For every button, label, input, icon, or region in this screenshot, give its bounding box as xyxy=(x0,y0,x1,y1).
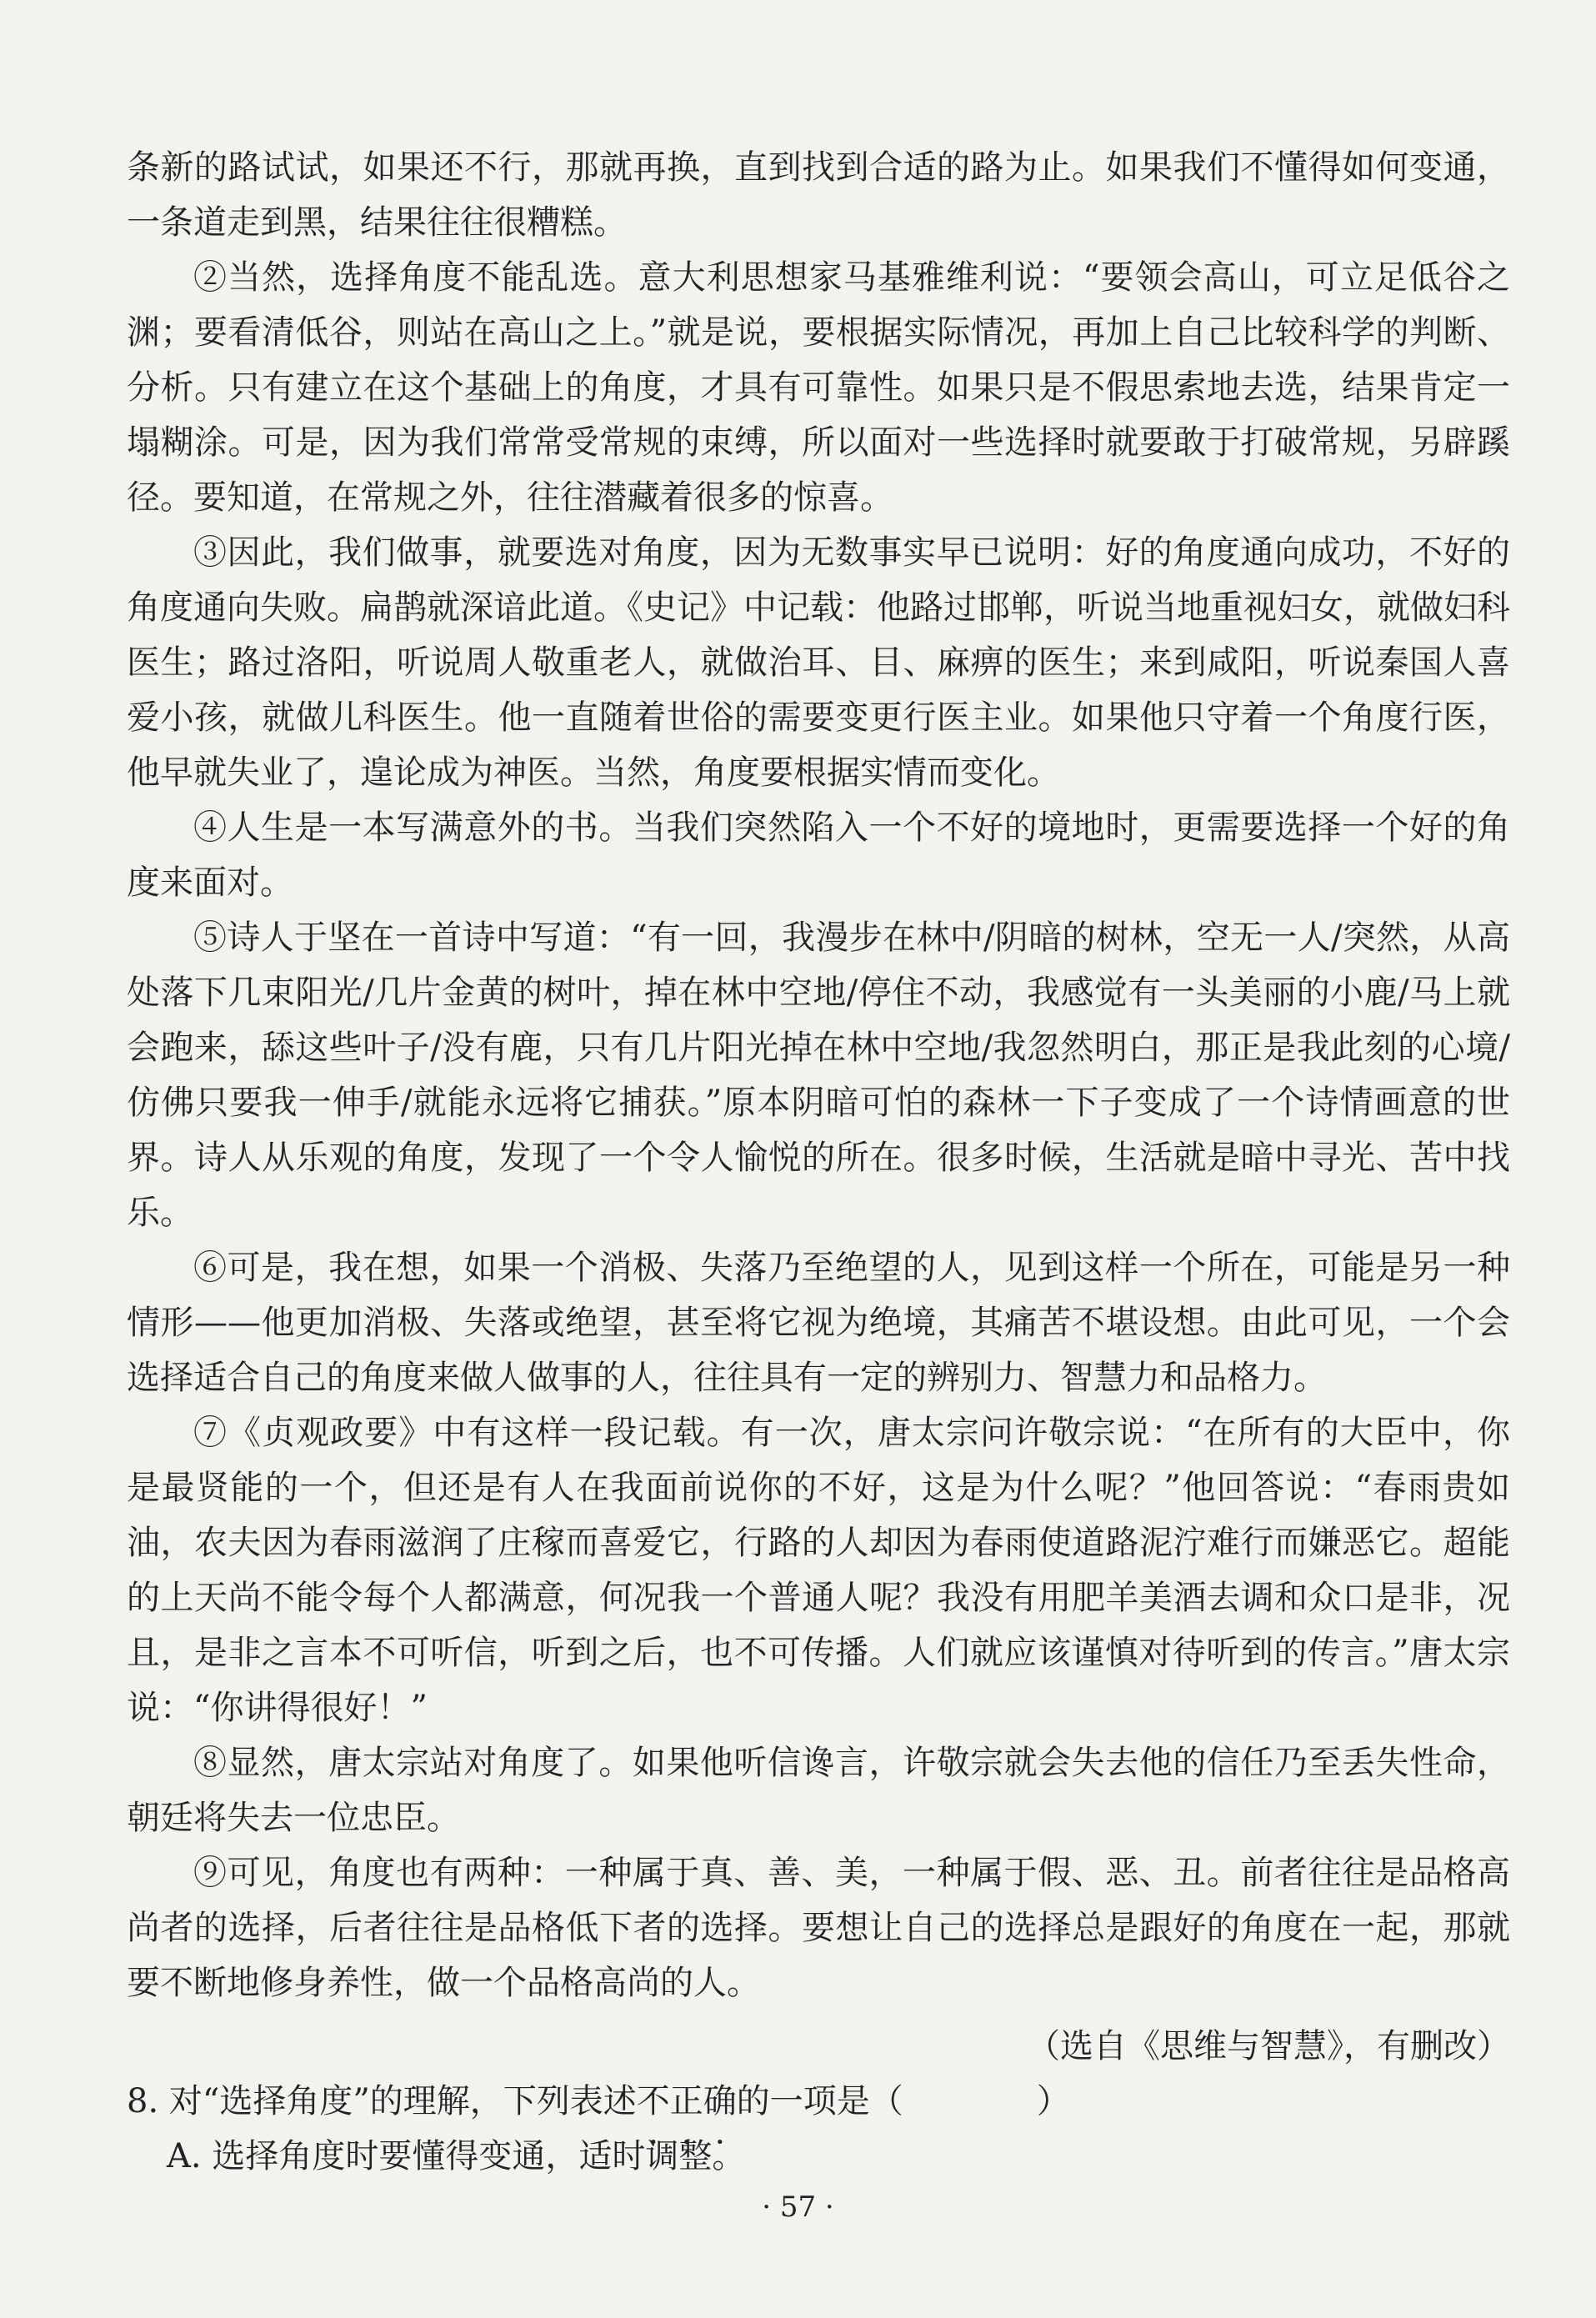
paragraph-4: ④人生是一本写满意外的书。当我们突然陷入一个不好的境地时，更需要选择一个好的角度来面对。 xyxy=(127,809,1510,902)
paragraph-2: ②当然，选择角度不能乱选。意大利思想家马基雅维利说：“要领会高山，可立足低谷之渊；要看清低谷，则站在高山之上。”就是说，要根据实际情况，再加上自己比较科学的判断、分析。只有建立在这个基础上的角度，才具有可靠性。如果只是不假思索地去选，结果肯定一塌糊涂。可是，因为我们常常受常规的束缚，所以面对一些选择时就要敢于打破常规，另辟蹊径。要知道，在常规之外，往往潜藏着很多的惊喜。 xyxy=(127,258,1510,517)
option-a: A. 选择角度时要懂得变通，适时调整。 xyxy=(167,2137,746,2175)
question-prefix: 8. 对“选择角度”的理解，下列表述 xyxy=(127,2082,637,2120)
page-number: · 57 · xyxy=(762,2190,834,2224)
paragraph-9: ⑨可见，角度也有两种：一种属于真、善、美，一种属于假、恶、丑。前者往往是品格高尚者的选择，后者往往是品格低下者的选择。要想让自己的选择总是跟好的角度在一起，那就要不断地修身养性，做一个品格高尚的人。 xyxy=(127,1854,1510,2002)
paragraph-1-continued: 条新的路试试，如果还不行，那就再换，直到找到合适的路为止。如果我们不懂得如何变通，一条道走到黑，结果往往很糟糕。 xyxy=(127,148,1510,242)
article-body xyxy=(127,140,1510,2184)
source-citation: （选自《思维与智慧》，有删改） xyxy=(1027,2027,1510,2065)
paragraph-8: ⑧显然，唐太宗站对角度了。如果他听信谗言，许敬宗就会失去他的信任乃至丢失性命，朝廷将失去一位忠臣。 xyxy=(127,1744,1510,1837)
emphasis-char-2: 正 xyxy=(669,2082,703,2120)
paragraph-6: ⑥可是，我在想，如果一个消极、失落乃至绝望的人，见到这样一个所在，可能是另一种情形——他更加消极、失落或绝望，甚至将它视为绝境，其痛苦不堪设想。由此可见，一个会选择适合自己的角度来做人做事的人，往往具有一定的辨别力、智慧力和品格力。 xyxy=(127,1249,1510,1397)
paragraph-3: ③因此，我们做事，就要选对角度，因为无数事实早已说明：好的角度通向成功，不好的角度通向失败。扁鹊就深谙此道。《史记》中记载：他路过邯郸，听说当地重视妇女，就做妇科医生；路过洛阳，听说周人敬重老人，就做治耳、目、麻痹的医生；来到咸阳，听说秦国人喜爱小孩，就做儿科医生。他一直随着世俗的需要变更行医主业。如果他只守着一个角度行医，他早就失业了，遑论成为神医。当然，角度要根据实情而变化。 xyxy=(127,533,1510,792)
paragraph-7: ⑦《贞观政要》中有这样一段记载。有一次，唐太宗问许敬宗说：“在所有的大臣中，你是最贤能的一个，但还是有人在我面前说你的不好，这是为什么呢？”他回答说：“春雨贵如油，农夫因为春雨滋润了庄稼而喜爱它，行路的人却因为春雨使道路泥泞难行而嫌恶它。超能的上天尚不能令每个人都满意，何况我一个普通人呢？我没有用肥羊美酒去调和众口是非，况且，是非之言本不可听信，听到之后，也不可传播。人们就应该谨慎对待听到的传言。”唐太宗说：“你讲得很好！” xyxy=(127,1414,1510,1727)
paragraph-5: ⑤诗人于坚在一首诗中写道：“有一回，我漫步在林中/阴暗的树林，空无一人/突然，从高处落下几束阳光/几片金黄的树叶，掉在林中空地/停住不动，我感觉有一头美丽的小鹿/马上就会跑来，舔这些叶子/没有鹿，只有几片阳光掉在林中空地/我忽然明白，那正是我此刻的心境/仿佛只要我一伸手/就能永远将它捕获。”原本阴暗可怕的森林一下子变成了一个诗情画意的世界。诗人从乐观的角度，发现了一个令人愉悦的所在。很多时候，生活就是暗中寻光、苦中找乐。 xyxy=(127,919,1510,1232)
emphasis-char-3: 确 xyxy=(703,2082,737,2120)
question-8 xyxy=(127,2074,1510,2129)
question-suffix: 的一项是（ ） xyxy=(736,2082,1070,2120)
emphasis-char-1: 不 xyxy=(636,2082,670,2120)
